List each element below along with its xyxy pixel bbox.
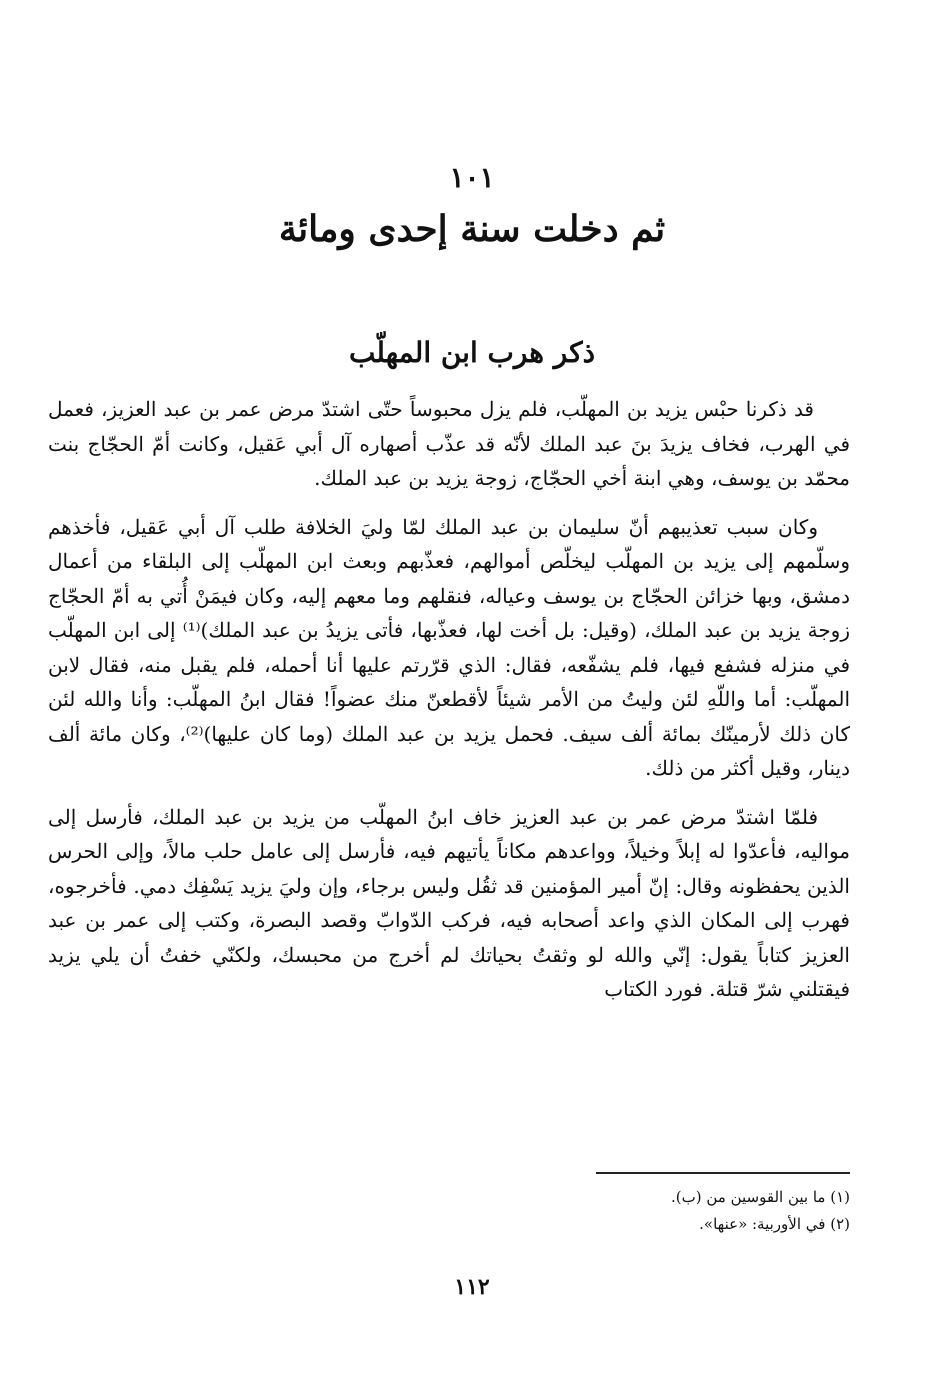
body-text [48,392,850,1021]
footnotes [250,1184,850,1238]
chapter-title: ثم دخلت سنة إحدى ومائة [278,208,666,250]
section-title: ذكر هرب ابن المهلّب [348,336,596,369]
paragraph-1: قد ذكرنا حبْس يزيد بن المهلّب، فلم يزل محبوساً حتّى اشتدّ مرض عمر بن عبد العزيز، فعمل في الهرب، فخاف يزيدَ بنَ عبد الملك لأنّه قد عذّب أصهاره آل أبي عَقيل، وكانت أمّ الحجّاج بنت محمّد بن يوسف، وهي ابنة أخي الحجّاج، زوجة يزيد بن عبد الملك. [48,397,850,490]
paragraph-3: فلمّا اشتدّ مرض عمر بن عبد العزيز خاف ابنُ المهلّب من يزيد بن عبد الملك، فأرسل إلى مواليه، فأعدّوا له إبلاً وخيلاً، وواعدهم مكاناً يأتيهم فيه، فأرسل إلى عامل حلب مالاً، وإلى الحرس الذين يحفظونه وقال: إنّ أمير المؤمنين قد ثقُل وليس برجاء، وإن وليَ يزيد يَسْفِك دمي. فأخرجوه، فهرب إلى المكان الذي واعد أصحابه فيه، فركب الدّوابّ وقصد البصرة، وكتب إلى عمر بن عبد العزيز كتاباً يقول: إنّي والله لو وثقتُ بحياتك لم أخرج من محبسك، ولكنّي خفتُ أن يلي يزيد فيقتلني شرّ قتلة. فورد الكتاب [48,804,850,1001]
chapter-number: ١٠١ [449,161,495,194]
footnote-separator [596,1172,850,1174]
paragraph-2: وكان سبب تعذيبهم أنّ سليمان بن عبد الملك لمّا وليَ الخلافة طلب آل أبي عَقيل، فأخذهم وسلّمهم إلى يزيد بن المهلّب ليخلّص أموالهم، فعذّبهم وبعث ابن المهلّب إلى البلقاء من أعمال دمشق، وبها خزائن الحجّاج بن يوسف وعياله، فنقلهم وما معهم إليه، وكان فيمَنْ أُتي به أمّ الحجّاج زوجة يزيد بن عبد الملك، (وقيل: بل أخت لها، فعذّبها، فأتى يزيدُ بن عبد الملك)⁽¹⁾ إلى ابن المهلّب في منزله فشفع فيها، فلم يشفّعه، فقال: الذي قرّرتم عليها أنا أحمله، فلم يقبل منه، فقال لابن المهلّب: أما واللّهِ لئن وليتُ من الأمر شيئاً لأقطعنّ منك عضواً! فقال ابنُ المهلّب: وأنا والله لئن كان ذلك لأرمينّك بمائة ألف سيف. فحمل يزيد بن عبد الملك (وما كان عليها)⁽²⁾، وكان مائة ألف دينار، وقيل أكثر من ذلك. [48,514,851,780]
footnote-2: (٢) في الأوربية: «عنها». [699,1215,850,1233]
page-number: ١١٢ [454,1274,490,1300]
footnote-1: (١) ما بين القوسين من (ب). [671,1188,850,1206]
